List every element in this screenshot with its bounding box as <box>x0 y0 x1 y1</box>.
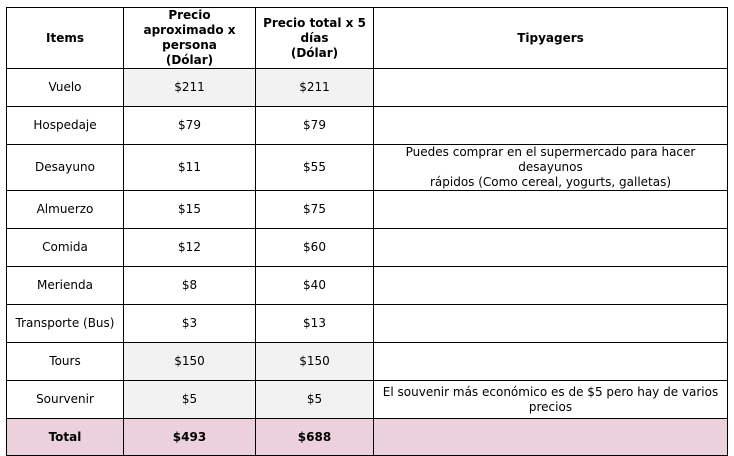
total-cell: $40 <box>256 267 374 305</box>
total-cell: $5 <box>256 381 374 419</box>
table-row <box>7 107 728 145</box>
total-cell: $13 <box>256 305 374 343</box>
item-cell: Almuerzo <box>7 191 124 229</box>
total-tip-cell <box>374 419 728 456</box>
table-row <box>7 381 728 419</box>
per-person-cell: $15 <box>124 191 256 229</box>
tip-cell <box>374 145 728 191</box>
item-cell: Vuelo <box>7 69 124 107</box>
header-total-line3: (Dólar) <box>290 45 339 60</box>
per-person-cell: $211 <box>124 69 256 107</box>
total-cell: $55 <box>256 145 374 191</box>
tip-cell <box>374 107 728 145</box>
tip-cell <box>374 381 728 419</box>
table-row <box>7 305 728 343</box>
total-row <box>7 419 728 456</box>
total-cell: $150 <box>256 343 374 381</box>
item-cell: Merienda <box>7 267 124 305</box>
per-person-cell: $11 <box>124 145 256 191</box>
table-row <box>7 69 728 107</box>
total-cell: $79 <box>256 107 374 145</box>
per-person-cell: $150 <box>124 343 256 381</box>
per-person-cell: $8 <box>124 267 256 305</box>
table-row <box>7 229 728 267</box>
per-person-cell: $79 <box>124 107 256 145</box>
total-cell: $211 <box>256 69 374 107</box>
table-row <box>7 191 728 229</box>
header-total <box>256 8 374 69</box>
total-per-person: $493 <box>124 419 256 456</box>
tip-cell <box>374 191 728 229</box>
tip-line1: Puedes comprar en el supermercado para hacer desayunos <box>405 145 696 174</box>
header-total-line1: Precio total x 5 <box>263 15 366 30</box>
header-per-person-line3: (Dólar) <box>165 53 214 67</box>
header-per-person-line1: Precio aproximado x <box>143 8 236 37</box>
per-person-cell: $12 <box>124 229 256 267</box>
tip-cell <box>374 267 728 305</box>
header-items: Items <box>7 8 124 69</box>
table-row <box>7 145 728 191</box>
header-total-line2: días <box>300 30 329 45</box>
total-cell: $75 <box>256 191 374 229</box>
header-row <box>7 8 728 69</box>
budget-table <box>6 7 728 456</box>
per-person-cell: $3 <box>124 305 256 343</box>
total-sum: $688 <box>256 419 374 456</box>
item-cell: Comida <box>7 229 124 267</box>
tip-line1: El souvenir más económico es de $5 pero hay de varios <box>382 384 719 399</box>
tip-line2: precios <box>528 399 573 414</box>
tip-cell <box>374 69 728 107</box>
item-cell: Desayuno <box>7 145 124 191</box>
tip-cell <box>374 343 728 381</box>
item-cell: Tours <box>7 343 124 381</box>
tip-line2: rápidos (Como cereal, yogurts, galletas) <box>429 175 672 189</box>
total-label: Total <box>7 419 124 456</box>
per-person-cell: $5 <box>124 381 256 419</box>
item-cell: Transporte (Bus) <box>7 305 124 343</box>
item-cell: Hospedaje <box>7 107 124 145</box>
header-per-person <box>124 8 256 69</box>
table-row <box>7 343 728 381</box>
header-tips: Tipyagers <box>374 8 728 69</box>
header-per-person-line2: persona <box>162 38 217 52</box>
total-cell: $60 <box>256 229 374 267</box>
item-cell: Sourvenir <box>7 381 124 419</box>
tip-cell <box>374 305 728 343</box>
tip-cell <box>374 229 728 267</box>
table-row <box>7 267 728 305</box>
